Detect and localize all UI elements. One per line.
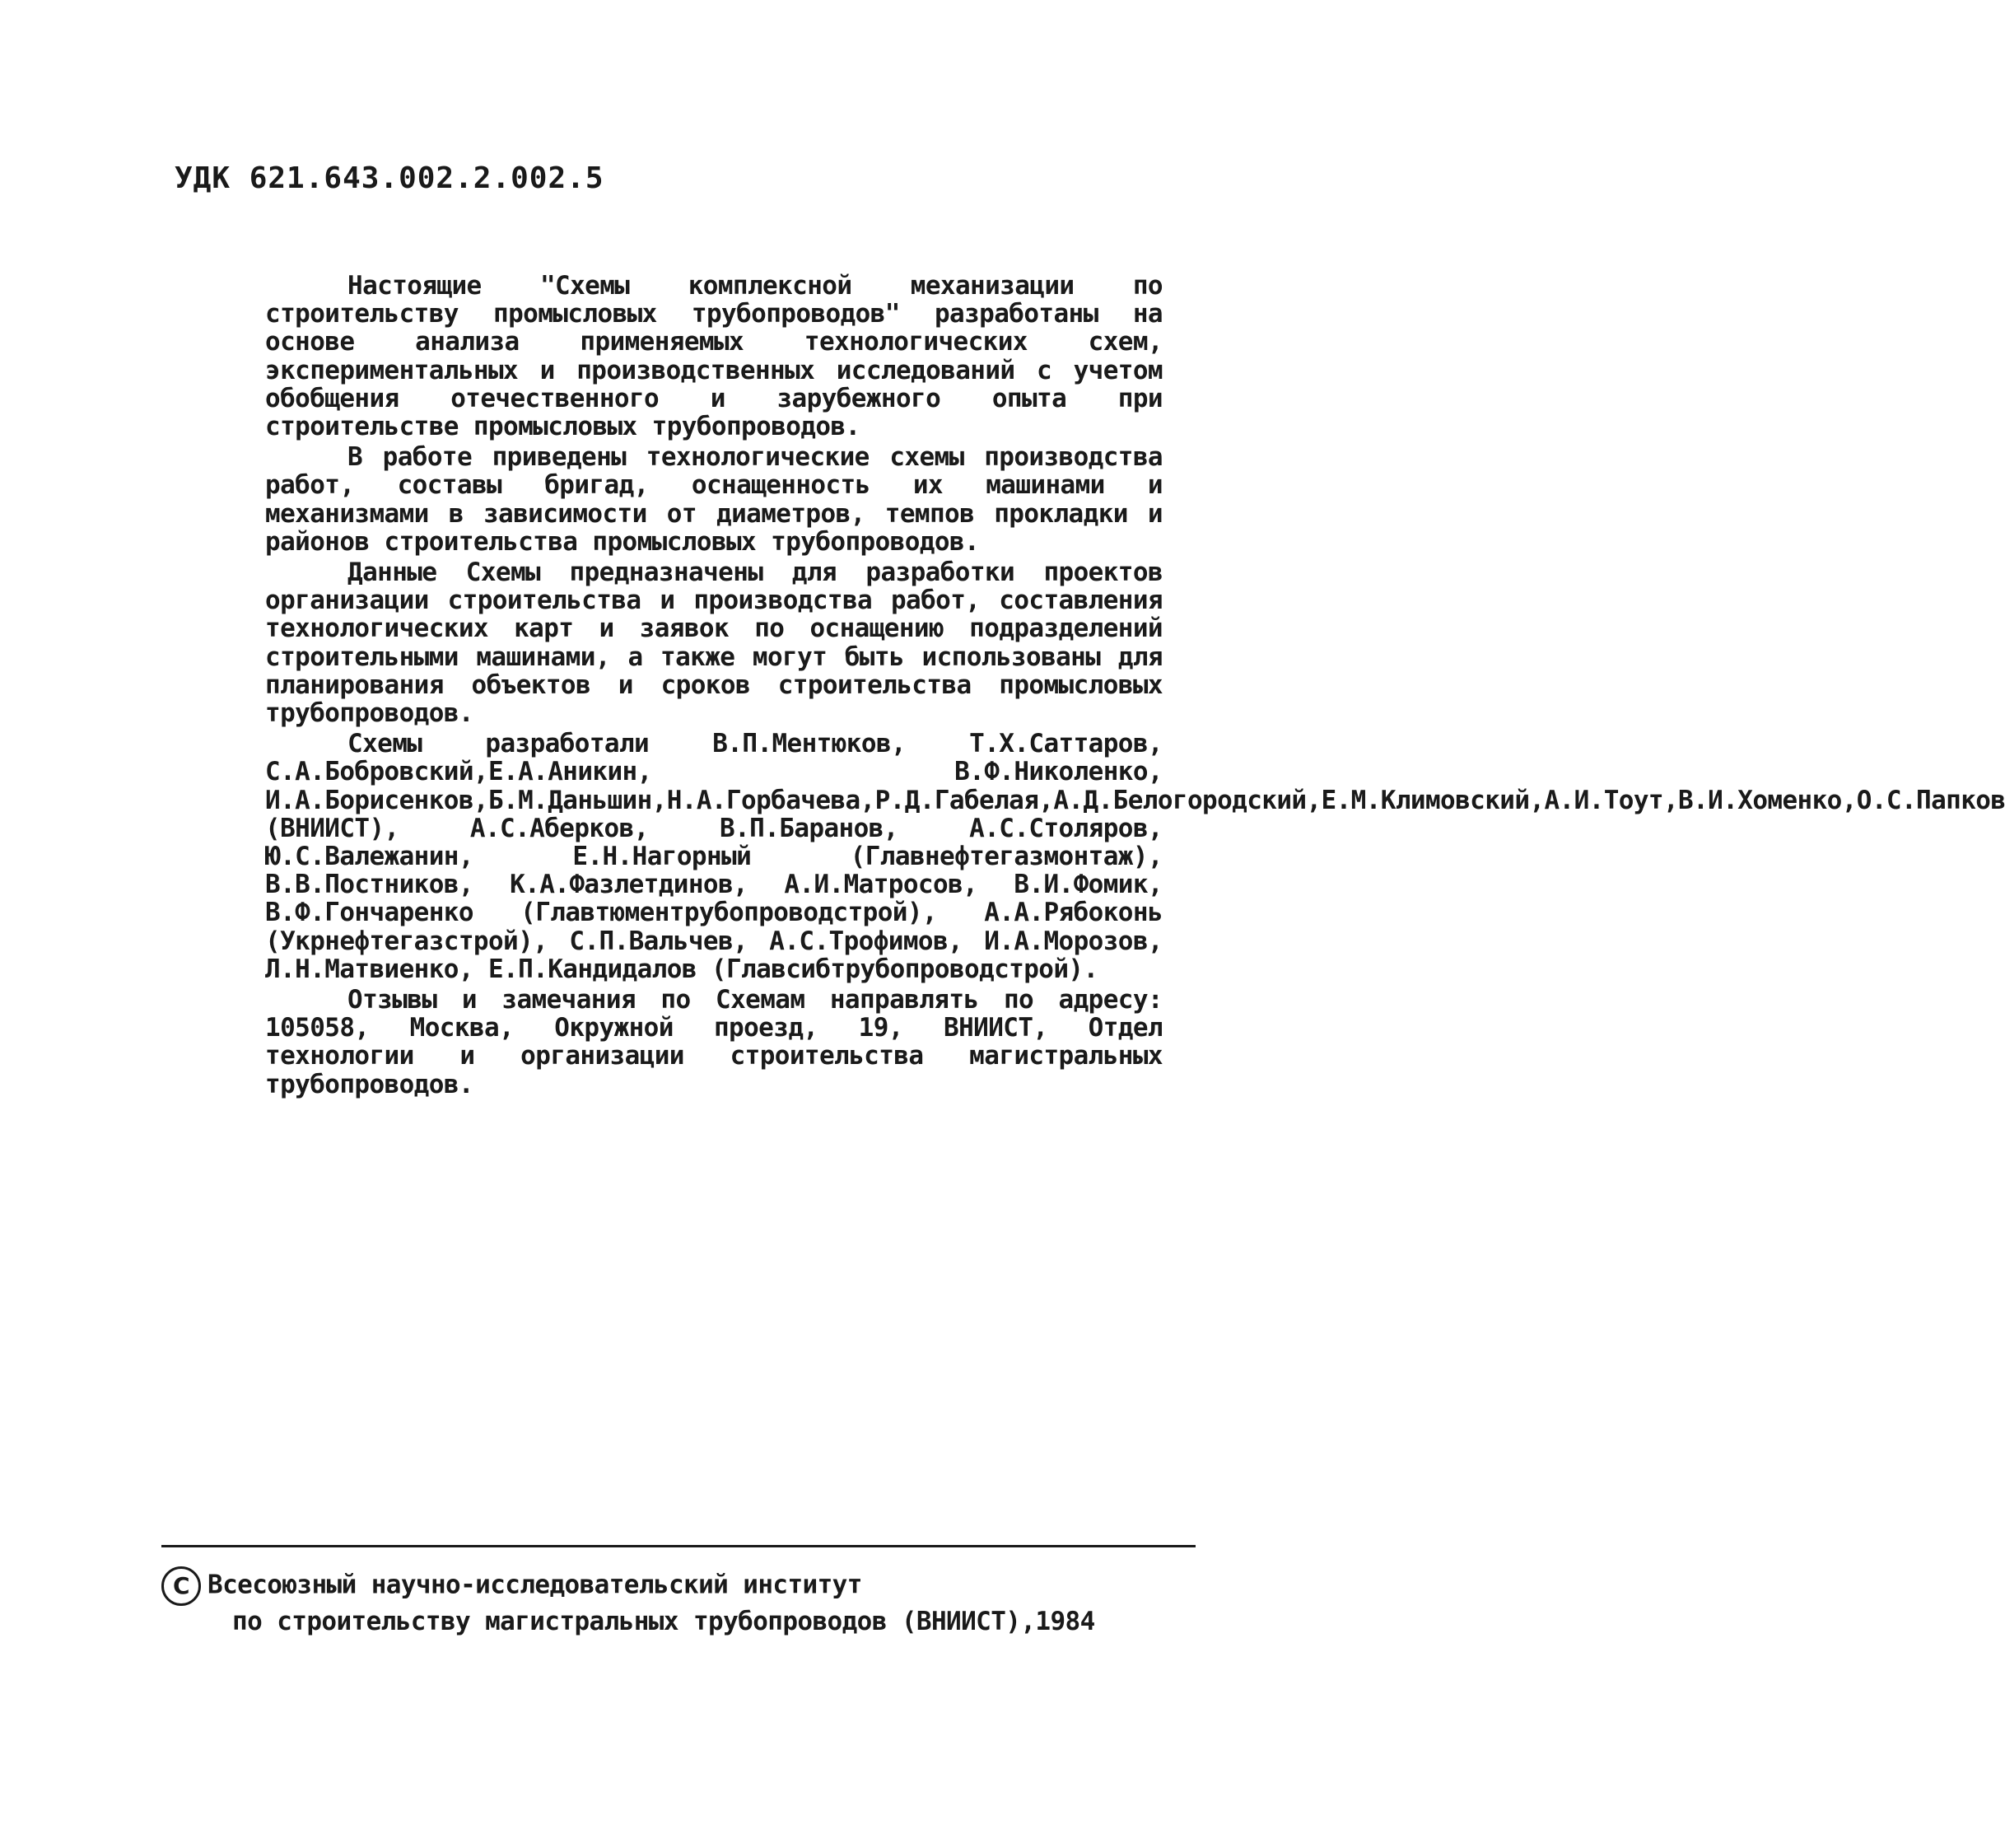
paragraph-intro: Настоящие "Схемы комплексной механизации по строительству промысловых трубопроводов" разработаны на основе анализа применяемых технологических схем, экспериментальных и производственных исследований с учетом обобщения отечественного и зарубежного опыта при строительстве промысловых трубопроводов. (265, 271, 1163, 442)
copyright-icon: C (161, 1566, 201, 1606)
paragraph-contents: В работе приведены технологические схемы производства работ, составы бригад, оснащенность их машинами и механизмами в зависимости от диаметров, темпов прокладки и районов строительства промысловых трубопроводов. (265, 442, 1163, 557)
paragraph-purpose: Данные Схемы предназначены для разработки проектов организации строительства и производства работ, составления технологических карт и заявок по оснащению подразделений строительными машинами, а также могут быть использованы для планирования объектов и сроков строительства промысловых трубопроводов. (265, 558, 1163, 729)
footer-line-1 (161, 1566, 1232, 1606)
udk-classification: УДК 621.643.002.2.002.5 (175, 161, 604, 195)
copyright-footer (161, 1566, 1232, 1637)
footer-line-2: по строительству магистральных трубопроводов (ВНИИСТ),1984 (232, 1607, 1095, 1636)
footer-divider (161, 1545, 1196, 1547)
body-text (265, 271, 2005, 1099)
paragraph-feedback-address: Отзывы и замечания по Схемам направлять по адресу: 105058, Москва, Окружной проезд, 19, ВНИИСТ, Отдел технологии и организации строительства магистральных трубопроводов. (265, 985, 1163, 1099)
paragraph-authors: Схемы разработали В.П.Ментюков, Т.Х.Саттаров, С.А.Бобровский,Е.А.Аникин, В.Ф.Николенко, И.А.Борисенков,Б.М.Даньшин,Н.А.Горбачева,Р.Д.Габелая,А.Д.Белогородский,Е.М.Климовский,А.И.Тоут,В.И.Хоменко,О.С.Папков (ВНИИСТ), А.С.Аберков, В.П.Баранов, А.С.Столяров, Ю.С.Валежанин, Е.Н.Нагорный (Главнефтегазмонтаж), В.В.Постников, К.А.Фазлетдинов, А.И.Матросов, В.И.Фомик, В.Ф.Гончаренко (Главтюментрубопроводстрой), А.А.Рябоконь (Укрнефтегазстрой), С.П.Вальчев, А.С.Трофимов, И.А.Морозов, Л.Н.Матвиенко, Е.П.Кандидалов (Главсибтрубопроводстрой). (265, 729, 2005, 984)
footer-institute-name: Всесоюзный научно-исследовательский институт (207, 1570, 862, 1600)
